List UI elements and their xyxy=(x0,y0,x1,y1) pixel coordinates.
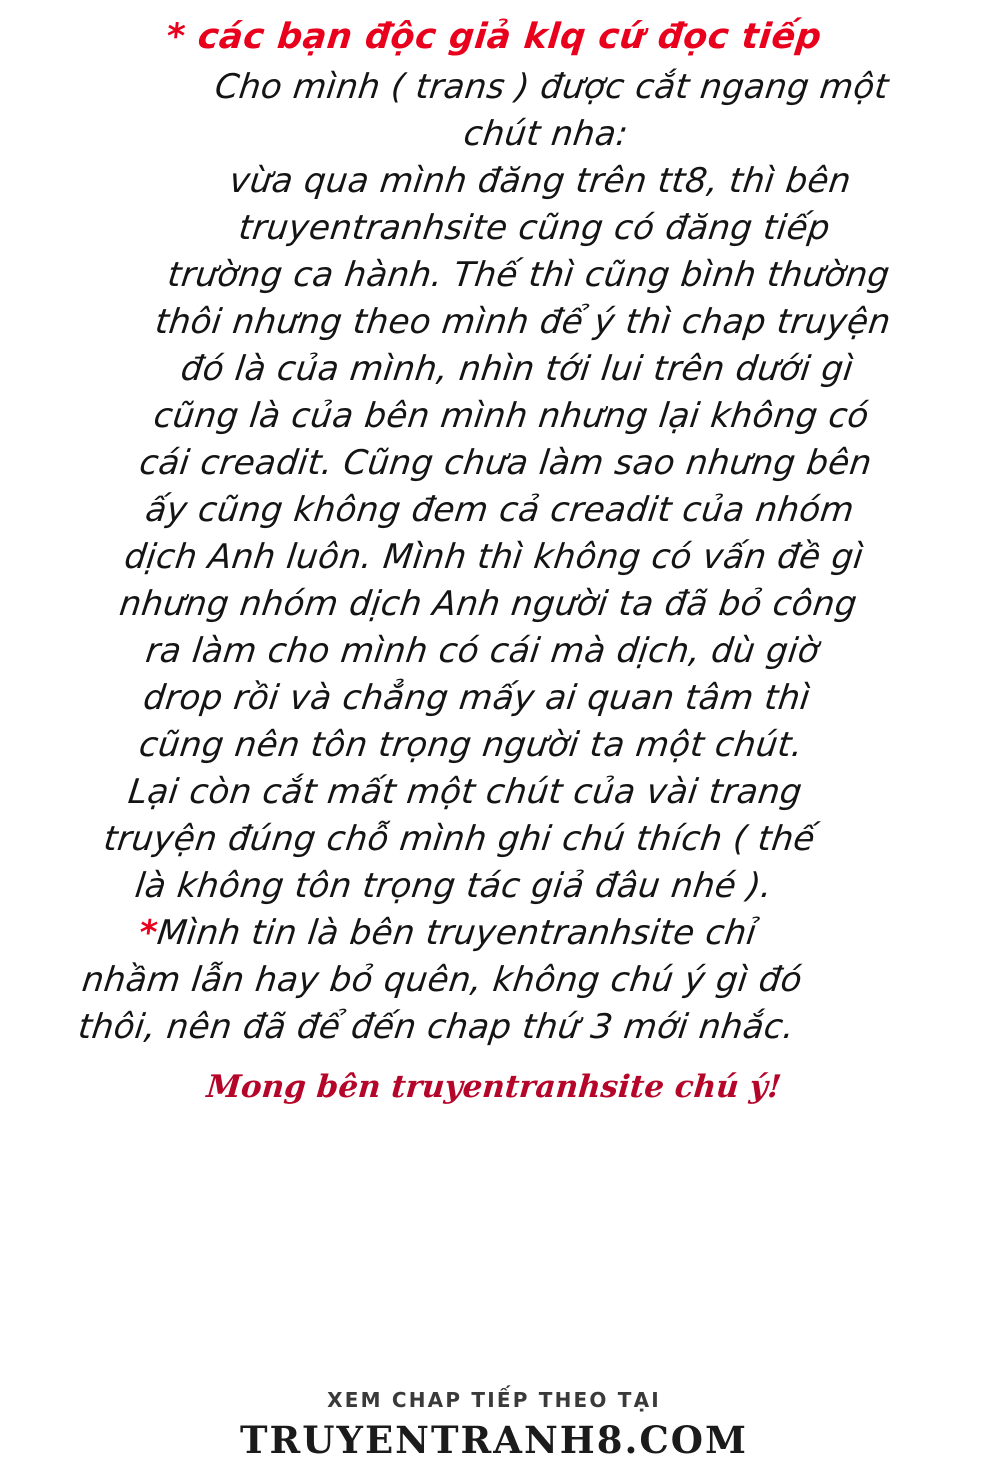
note-line: cũng nên tôn trọng người ta một chút. xyxy=(136,725,806,765)
note-line: drop rồi và chẳng mấy ai quan tâm thì xyxy=(141,678,813,718)
note-body xyxy=(0,64,988,1051)
footer-brand: TRUYENTRANH8.COM xyxy=(239,1418,748,1462)
note-line: ra làm cho mình có cái mà dịch, dù giờ xyxy=(143,631,822,671)
note-line: thôi, nên đã để đến chap thứ 3 mới nhắc. xyxy=(76,1007,797,1047)
note-line-starred xyxy=(0,910,903,957)
note-line: nhưng nhóm dịch Anh người ta đã bỏ công xyxy=(117,584,860,624)
note-line: là không tôn trọng tác giả đâu nhé ). xyxy=(132,866,775,906)
note-line: cái creadit. Cũng chưa làm sao nhưng bên xyxy=(137,443,874,483)
note-line: nhầm lẫn hay bỏ quên, không chú ý gì đó xyxy=(79,960,805,1000)
note-line: truyện đúng chỗ mình ghi chú thích ( thế xyxy=(101,819,818,859)
page-footer xyxy=(0,1388,988,1462)
translator-note xyxy=(0,14,988,1109)
note-closing: Mong bên truyentranhsite chú ý! xyxy=(205,1069,783,1105)
note-line: Lại còn cắt mất một chút của vài trang xyxy=(126,772,805,812)
note-line: trường ca hành. Thế thì cũng bình thường xyxy=(165,255,892,295)
note-line: đó là của mình, nhìn tới lui trên dưới gì xyxy=(178,349,856,389)
footer-caption: XEM CHAP TIẾP THEO TẠI xyxy=(327,1388,661,1412)
note-line: dịch Anh luôn. Mình thì không có vấn đề gì xyxy=(122,537,866,577)
asterisk-marker: * xyxy=(136,913,160,953)
note-line: chút nha: xyxy=(461,114,631,154)
note-line: ấy cũng không đem cả creadit của nhóm xyxy=(143,490,857,530)
note-line: cũng là của bên mình nhưng lại không có xyxy=(151,396,872,436)
note-line: Cho mình ( trans ) được cắt ngang một xyxy=(212,67,891,107)
note-headline: * các bạn độc giả klq cứ đọc tiếp xyxy=(164,17,824,57)
note-line: thôi nhưng theo mình để ý thì chap truyện xyxy=(152,302,893,342)
note-line: truyentranhsite cũng có đăng tiếp xyxy=(236,208,833,248)
note-line: vừa qua mình đăng trên tt8, thì bên xyxy=(227,161,854,201)
note-line-text: Mình tin là bên truyentranhsite chỉ xyxy=(155,913,759,953)
